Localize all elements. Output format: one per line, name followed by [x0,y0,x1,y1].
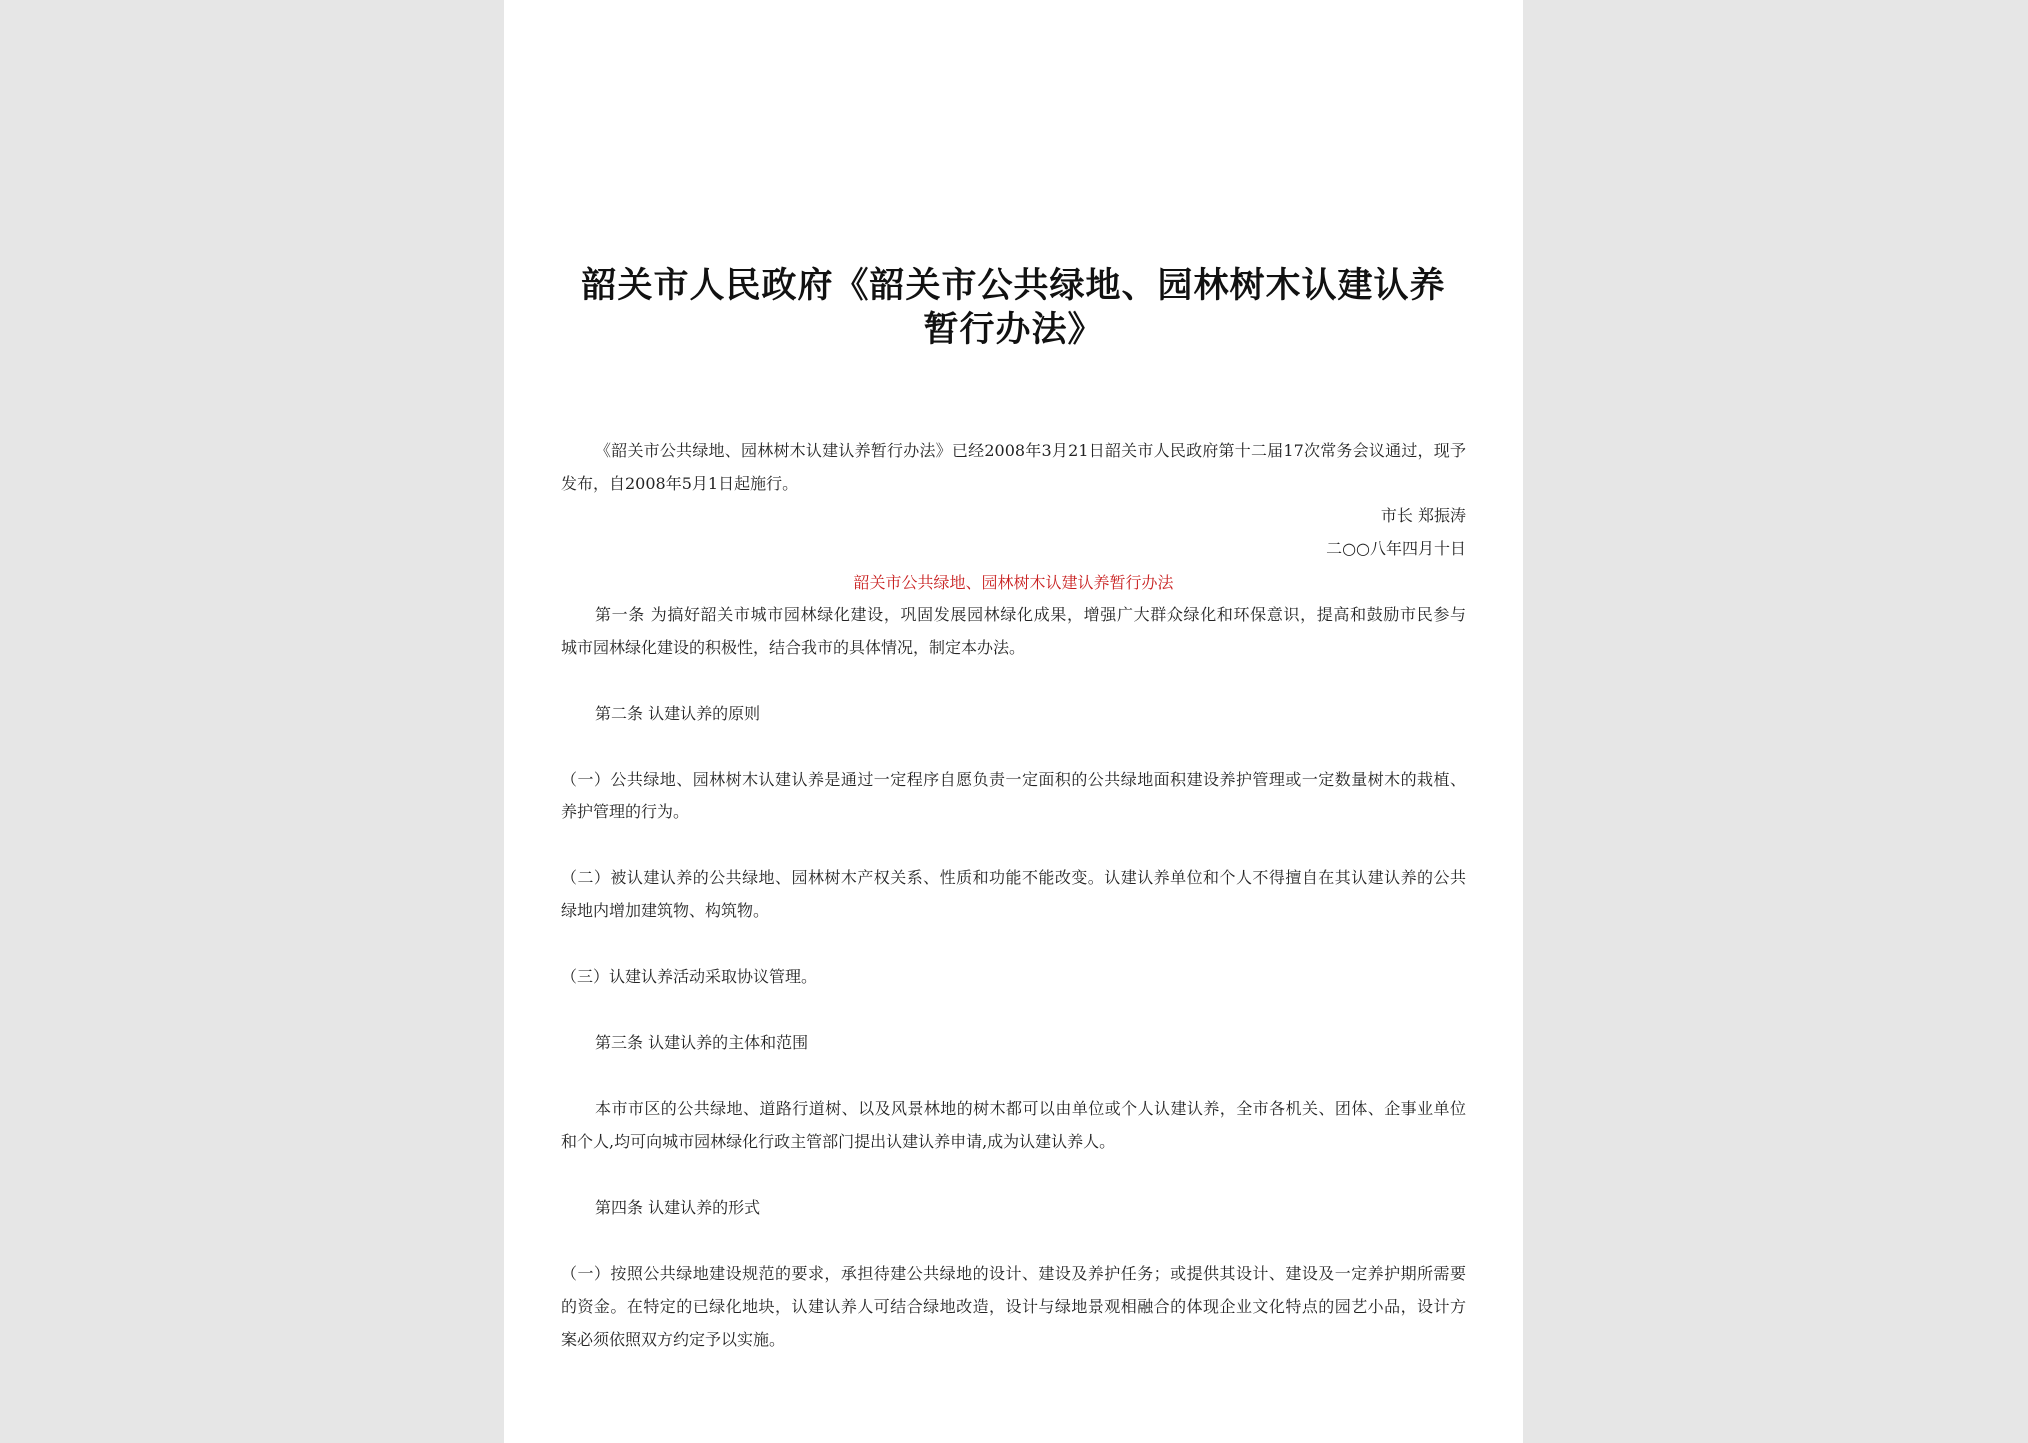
article-4-item-1-line-1: （一）按照公共绿地建设规范的要求，承担待建公共绿地的设计、建设及养护任务；或提供其设计、建设及一定养护期所需要 [561,1264,1466,1283]
document-title-line-2: 暂行办法》 [923,309,1104,350]
intro-paragraph-line-2: 发布，自2008年5月1日起施行。 [561,474,799,493]
article-2-item-2-line-2: 绿地内增加建筑物、构筑物。 [561,901,770,920]
article-2-item-1-line-1: （一）公共绿地、园林树木认建认养是通过一定程序自愿负责一定面积的公共绿地面积建设养护管理或一定数量树木的栽植、 [561,770,1466,789]
document-page [504,0,1523,1443]
article-4-heading: 第四条 认建认养的形式 [595,1198,761,1217]
intro-paragraph-line-1: 《韶关市公共绿地、园林树木认建认养暂行办法》已经2008年3月21日韶关市人民政府第十二届17次常务会议通过，现予 [595,441,1466,460]
article-4-item-1-line-2: 的资金。在特定的已绿化地块，认建认养人可结合绿地改造，设计与绿地景观相融合的体现企业文化特点的园艺小品，设计方 [561,1297,1466,1316]
article-3-line-2: 和个人,均可向城市园林绿化行政主管部门提出认建认养申请,成为认建认养人。 [561,1132,1116,1151]
document-title-line-1: 韶关市人民政府《韶关市公共绿地、园林树木认建认养 [581,265,1446,306]
article-2-item-3: （三）认建认养活动采取协议管理。 [561,967,818,986]
signature: 市长 郑振涛 [1380,506,1466,525]
article-2-item-1-line-2: 养护管理的行为。 [561,802,690,821]
article-3-heading: 第三条 认建认养的主体和范围 [595,1033,809,1052]
article-3-line-1: 本市市区的公共绿地、道路行道树、以及风景林地的树木都可以由单位或个人认建认养，全市各机关、团体、企事业单位 [595,1099,1466,1118]
article-1-line-1: 第一条 为搞好韶关市城市园林绿化建设，巩固发展园林绿化成果，增强广大群众绿化和环保意识，提高和鼓励市民参与 [595,605,1466,624]
signature-date: 二○○八年四月十日 [1326,539,1466,558]
article-2-item-2-line-1: （二）被认建认养的公共绿地、园林树木产权关系、性质和功能不能改变。认建认养单位和个人不得擅自在其认建认养的公共 [561,868,1466,887]
article-4-item-1-line-3: 案必须依照双方约定予以实施。 [561,1330,786,1349]
article-1-line-2: 城市园林绿化建设的积极性，结合我市的具体情况，制定本办法。 [561,638,1026,657]
regulation-subtitle: 韶关市公共绿地、园林树木认建认养暂行办法 [853,573,1174,592]
article-2-heading: 第二条 认建认养的原则 [595,704,761,723]
